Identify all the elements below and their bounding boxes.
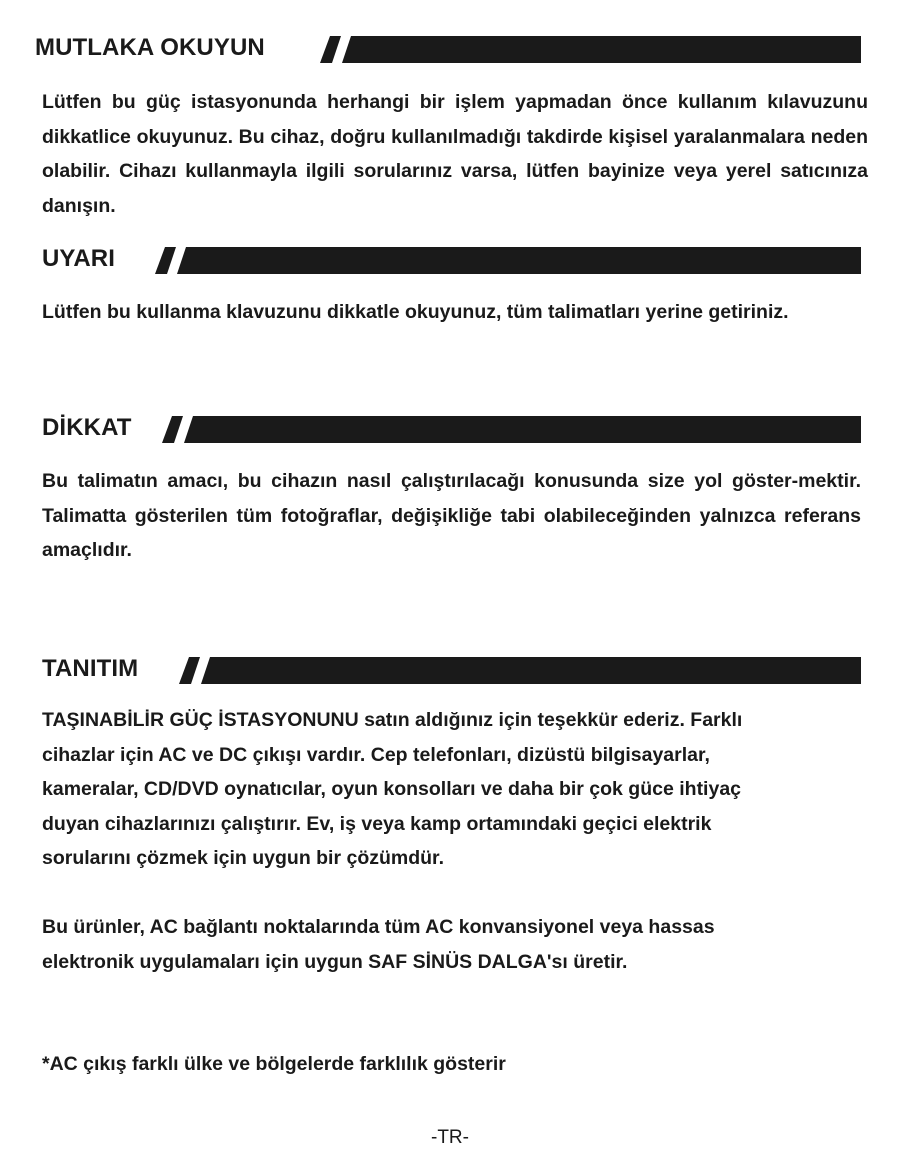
body-line: duyan cihazlarınızı çalıştırır. Ev, iş veya kamp ortamındaki geçici elektrik [42, 812, 712, 835]
body-line: TAŞINABİLİR GÜÇ İSTASYONUNU satın aldığınız için teşekkür ederiz. Farklı [42, 709, 743, 731]
section-heading: MUTLAKA OKUYUN [35, 34, 265, 61]
section-heading: TANITIM [42, 655, 139, 682]
body-line: cihazlar için AC ve DC çıkışı vardır. Cep telefonları, dizüstü bilgisayarlar, [42, 743, 710, 766]
section-body-secondary [42, 910, 715, 979]
section-uyari [0, 244, 900, 323]
heading-stripe-bar [162, 416, 861, 443]
section-body: Lütfen bu güç istasyonunda herhangi bir işlem yapmadan önce kullanım kılavuzunu dikkatlice okuyunuz. Bu cihaz, doğru kullanılmadığı takdirde kişisel yaralanmalara neden olabilir. Cihazı kullanmayla ilgili sorularınız varsa, lütfen bayinize veya yerel satıcınıza danışın. [42, 91, 868, 217]
section-heading-row [0, 413, 900, 443]
section-dikkat [0, 413, 900, 561]
section-body [42, 703, 742, 876]
heading-stripe-bar [155, 247, 861, 274]
section-heading: UYARI [42, 245, 115, 272]
body-line: kameralar, CD/DVD oynatıcılar, oyun konsolları ve daha bir çok güce ihtiyaç [42, 778, 742, 800]
section-heading: DİKKAT [42, 414, 132, 441]
section-body: Bu talimatın amacı, bu cihazın nasıl çalıştırılacağı konusunda size yol göster-mektir. Talimatta gösterilen tüm fotoğraflar, değişikliğe tabi olabileceğinden yalnızca referans amaçlıdır. [42, 470, 861, 561]
section-heading-row [0, 244, 900, 274]
section-body: Lütfen bu kullanma klavuzunu dikkatle okuyunuz, tüm talimatları yerine getiriniz. [42, 301, 789, 323]
body-line: sorularını çözmek için uygun bir çözümdür. [42, 847, 444, 869]
body-line: Bu ürünler, AC bağlantı noktalarında tüm AC konvansiyonel veya hassas [42, 916, 715, 938]
section-heading-row [0, 33, 900, 63]
heading-stripe-bar [179, 657, 861, 684]
page-footer-language-code: -TR- [431, 1127, 469, 1148]
ac-output-note: *AC çıkış farklı ülke ve bölgelerde farklılık gösterir [42, 1053, 506, 1075]
heading-stripe-bar [320, 36, 861, 63]
section-heading-row [0, 654, 900, 684]
body-line: elektronik uygulamaları için uygun SAF SİNÜS DALGA'sı üretir. [42, 950, 628, 973]
section-mutlaka-okuyun [0, 33, 900, 217]
section-tanitim [0, 654, 900, 1075]
